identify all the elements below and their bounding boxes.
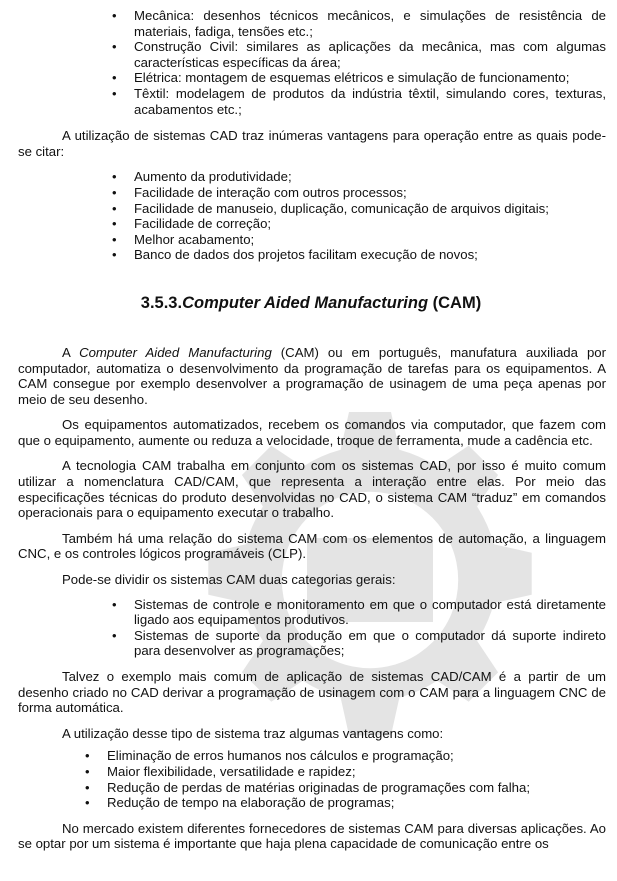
cam-advantages-list bbox=[107, 748, 606, 810]
paragraph-cam-definition: A Computer Aided Manufacturing (CAM) ou em português, manufatura auxiliada por computador, automatiza o desenvolvimento da programação de tarefas para os equipamentos. A CAM consegue por exemplo desenvolver a programação de usinagem de uma peça apenas por meio de seu desenho. bbox=[18, 344, 607, 407]
list-item: • Melhor acabamento; bbox=[134, 232, 606, 248]
section-number: 3.5.3. bbox=[140, 293, 183, 312]
list-item: • Facilidade de manuseio, duplicação, comunicação de arquivos digitais; bbox=[134, 201, 606, 217]
list-item: • Sistemas de controle e monitoramento em que o computador está diretamente ligado aos equipamentos produtivos. bbox=[134, 597, 606, 628]
paragraph-automated-equipment: Os equipamentos automatizados, recebem os comandos via computador, que fazem com que o equipamento, aumente ou reduza a velocidade, troque de ferramenta, mude a cadência etc. bbox=[18, 417, 606, 448]
list-item: • Redução de tempo na elaboração de programas; bbox=[107, 795, 606, 811]
section-heading bbox=[16, 293, 606, 313]
paragraph-advantages-intro: A utilização desse tipo de sistema traz algumas vantagens como: bbox=[62, 725, 444, 741]
cam-categories-list bbox=[134, 597, 606, 659]
list-item: • Facilidade de correção; bbox=[134, 216, 606, 232]
section-title-italic: Computer Aided Manufacturing bbox=[182, 293, 429, 312]
paragraph-automation: Também há uma relação do sistema CAM com os elementos de automação, a linguagem CNC, e os controles lógicos programáveis (CLP). bbox=[18, 530, 606, 562]
paragraph-categories-intro: Pode-se dividir os sistemas CAM duas categorias gerais: bbox=[62, 572, 396, 588]
list-item: • Têxtil: modelagem de produtos da indústria têxtil, simulando cores, texturas, acabamentos etc.; bbox=[134, 86, 606, 117]
list-item: • Maior flexibilidade, versatilidade e rapidez; bbox=[107, 764, 606, 780]
cad-advantages-list bbox=[134, 169, 606, 263]
list-item: • Eliminação de erros humanos nos cálculos e programação; bbox=[107, 748, 606, 764]
list-item: • Sistemas de suporte da produção em que o computador dá suporte indireto para desenvolver as programações; bbox=[134, 628, 606, 659]
section-title-abbr: (CAM) bbox=[428, 293, 482, 312]
list-item: • Aumento da produtividade; bbox=[134, 169, 606, 185]
paragraph-cad-cam: A tecnologia CAM trabalha em conjunto com os sistemas CAD, por isso é muito comum utilizar a nomenclatura CAD/CAM, que representa a interação entre elas. Por meio das especificações técnicas do produto desenvolvidas no CAD, o sistema CAM “traduz” em comandos operacionais para o equipamento executar o trabalho. bbox=[18, 458, 606, 521]
list-item: • Construção Civil: similares as aplicações da mecânica, mas com algumas características específicas da área; bbox=[134, 39, 606, 70]
list-item: • Redução de perdas de matérias originadas de programações com falha; bbox=[107, 780, 606, 796]
paragraph-market: No mercado existem diferentes fornecedores de sistemas CAM para diversas aplicações. Ao se optar por um sistema é importante que haja plena capacidade de comunicação entre os bbox=[18, 820, 606, 852]
list-item: • Elétrica: montagem de esquemas elétricos e simulação de funcionamento; bbox=[134, 70, 606, 86]
document-page bbox=[18, 0, 606, 852]
paragraph-common-example: Talvez o exemplo mais comum de aplicação de sistemas CAD/CAM é a partir de um desenho criado no CAD derivar a programação de usinagem com o CAM para a linguagem CNC de forma automática. bbox=[18, 669, 606, 716]
paragraph-cad-advantages: A utilização de sistemas CAD traz inúmeras vantagens para operação entre as quais pode-se citar: bbox=[18, 128, 606, 159]
application-areas-list bbox=[134, 8, 606, 117]
list-item: • Banco de dados dos projetos facilitam execução de novos; bbox=[134, 247, 606, 263]
list-item: • Mecânica: desenhos técnicos mecânicos, e simulações de resistência de materiais, fadiga, tensões etc.; bbox=[134, 8, 606, 39]
list-item: • Facilidade de interação com outros processos; bbox=[134, 185, 606, 201]
